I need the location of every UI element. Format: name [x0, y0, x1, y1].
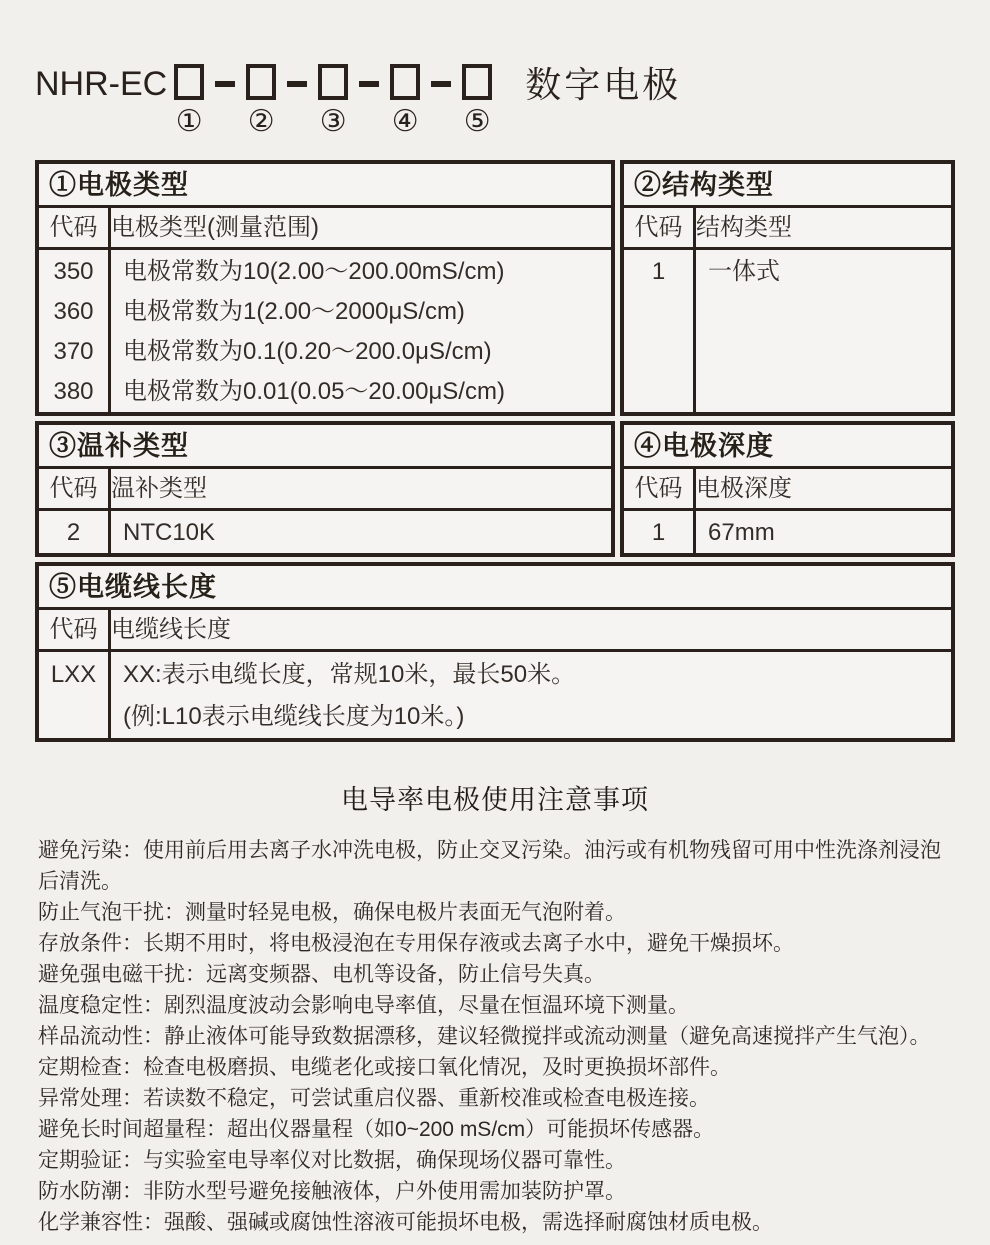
type-column-header: 电极深度	[696, 475, 792, 502]
note-label: 避免污染：	[38, 839, 143, 862]
code-column	[39, 652, 111, 738]
note-text: 超出仪器量程（如0~200 mS/cm）可能损坏传感器。	[227, 1118, 715, 1141]
section-cable-length	[35, 562, 955, 742]
field-number-2: ②	[247, 105, 275, 138]
type-column-header: 结构类型	[696, 214, 792, 241]
note-item	[38, 1083, 955, 1114]
section-title: ④电极深度	[624, 425, 951, 469]
type-cell: 一体式	[708, 258, 780, 285]
model-field-2	[243, 64, 279, 138]
table-row-3	[35, 562, 955, 742]
field-box-icon	[246, 64, 276, 100]
type-cell: 电极常数为0.01(0.05～20.00μS/cm)	[123, 378, 505, 405]
note-text: 剧烈温度波动会影响电导率值，尽量在恒温环境下测量。	[164, 994, 689, 1017]
section-body	[624, 250, 951, 412]
note-label: 存放条件：	[38, 932, 143, 955]
dash-separator-icon	[431, 81, 451, 87]
type-cell: 电极常数为1(2.00～2000μS/cm)	[123, 298, 465, 325]
note-label: 定期检查：	[38, 1056, 143, 1079]
section-title: ①电极类型	[39, 164, 611, 208]
section-temp-comp-type	[35, 421, 615, 557]
type-cell: 67mm	[708, 519, 775, 546]
note-item	[38, 1176, 955, 1207]
note-text: 静止液体可能导致数据漂移，建议轻微搅拌或流动测量（避免高速搅拌产生气泡）。	[164, 1025, 931, 1048]
column-headers	[624, 469, 951, 511]
note-label: 防止气泡干扰：	[38, 901, 185, 924]
section-body	[39, 511, 611, 553]
type-column	[111, 250, 611, 412]
note-text: 长期不用时，将电极浸泡在专用保存液或去离子水中，避免干燥损坏。	[143, 932, 794, 955]
type-column-header: 电极类型(测量范围)	[111, 214, 319, 241]
code-cell: 2	[66, 519, 81, 546]
code-cell: LXX	[50, 661, 97, 688]
dash-separator-icon	[359, 81, 379, 87]
type-cell: XX:表示电缆长度，常规10米，最长50米。	[123, 661, 576, 688]
note-label: 温度稳定性：	[38, 994, 164, 1017]
section-body	[39, 652, 951, 738]
code-cell: 350	[53, 258, 94, 285]
model-prefix: NHR-EC	[35, 65, 168, 103]
code-column	[624, 511, 696, 553]
type-column	[696, 250, 951, 412]
type-cell: (例:L10表示电缆线长度为10米。)	[123, 703, 465, 730]
section-electrode-depth	[620, 421, 955, 557]
note-item	[38, 1052, 955, 1083]
field-number-4: ④	[391, 105, 419, 138]
notes-list	[35, 835, 955, 1238]
note-text: 与实验室电导率仪对比数据，确保现场仪器可靠性。	[143, 1149, 626, 1172]
dash-separator-icon	[215, 81, 235, 87]
code-cell: 370	[53, 338, 94, 365]
model-field-1	[171, 64, 207, 138]
code-column-header: 代码	[39, 610, 111, 649]
section-title: ⑤电缆线长度	[39, 566, 951, 610]
code-column-header: 代码	[39, 208, 111, 247]
note-text: 使用前后用去离子水冲洗电极，防止交叉污染。油污或有机物残留可用中性洗涤剂浸泡后清洗。	[38, 839, 941, 893]
field-box-icon	[174, 64, 204, 100]
field-box-icon	[390, 64, 420, 100]
column-headers	[39, 469, 611, 511]
section-title: ③温补类型	[39, 425, 611, 469]
code-column-header: 代码	[624, 469, 696, 508]
field-box-icon	[318, 64, 348, 100]
note-text: 测量时轻晃电极，确保电极片表面无气泡附着。	[185, 901, 626, 924]
note-item	[38, 1145, 955, 1176]
model-product-name: 数字电极	[525, 64, 682, 105]
note-item	[38, 959, 955, 990]
spec-tables	[35, 160, 955, 742]
type-column	[111, 511, 611, 553]
note-item	[38, 928, 955, 959]
note-label: 样品流动性：	[38, 1025, 164, 1048]
note-label: 避免强电磁干扰：	[38, 963, 206, 986]
note-item	[38, 990, 955, 1021]
notes-title: 电导率电极使用注意事项	[341, 785, 649, 815]
column-headers	[39, 208, 611, 250]
note-item	[38, 1114, 955, 1145]
code-cell: 1	[651, 258, 666, 285]
section-structure-type	[620, 160, 955, 416]
section-title: ②结构类型	[624, 164, 951, 208]
type-cell: 电极常数为10(2.00～200.00mS/cm)	[123, 258, 505, 285]
dash-separator-icon	[287, 81, 307, 87]
table-row-1	[35, 160, 955, 416]
code-column	[39, 250, 111, 412]
model-code-diagram	[35, 0, 955, 138]
field-number-3: ③	[319, 105, 347, 138]
note-text: 强酸、强碱或腐蚀性溶液可能损坏电极，需选择耐腐蚀材质电极。	[164, 1211, 773, 1234]
code-column-header: 代码	[39, 469, 111, 508]
model-field-3	[315, 64, 351, 138]
note-text: 非防水型号避免接触液体，户外使用需加装防护罩。	[143, 1180, 626, 1203]
note-label: 防水防潮：	[38, 1180, 143, 1203]
type-column-header: 电缆线长度	[111, 616, 231, 643]
note-text: 若读数不稳定，可尝试重启仪器、重新校准或检查电极连接。	[143, 1087, 710, 1110]
column-headers	[624, 208, 951, 250]
type-column	[111, 652, 951, 738]
model-field-5	[459, 64, 495, 138]
field-number-1: ①	[175, 105, 203, 138]
note-item	[38, 1207, 955, 1238]
model-field-4	[387, 64, 423, 138]
note-label: 化学兼容性：	[38, 1211, 164, 1234]
code-column-header: 代码	[624, 208, 696, 247]
code-cell: 1	[651, 519, 666, 546]
type-column	[696, 511, 951, 553]
note-label: 定期验证：	[38, 1149, 143, 1172]
note-text: 远离变频器、电机等设备，防止信号失真。	[206, 963, 605, 986]
column-headers	[39, 610, 951, 652]
type-cell: 电极常数为0.1(0.20～200.0μS/cm)	[123, 338, 492, 365]
note-item	[38, 835, 955, 897]
section-body	[624, 511, 951, 553]
table-row-2	[35, 421, 955, 557]
type-cell: NTC10K	[123, 519, 216, 546]
note-text: 检查电极磨损、电缆老化或接口氧化情况，及时更换损坏部件。	[143, 1056, 731, 1079]
note-label: 异常处理：	[38, 1087, 143, 1110]
note-item	[38, 897, 955, 928]
note-label: 避免长时间超量程：	[38, 1118, 227, 1141]
type-column-header: 温补类型	[111, 475, 207, 502]
code-cell: 380	[53, 378, 94, 405]
code-column	[624, 250, 696, 412]
note-item	[38, 1021, 955, 1052]
code-column	[39, 511, 111, 553]
field-number-5: ⑤	[463, 105, 491, 138]
section-body	[39, 250, 611, 412]
section-electrode-type	[35, 160, 615, 416]
field-box-icon	[462, 64, 492, 100]
code-cell: 360	[53, 298, 94, 325]
